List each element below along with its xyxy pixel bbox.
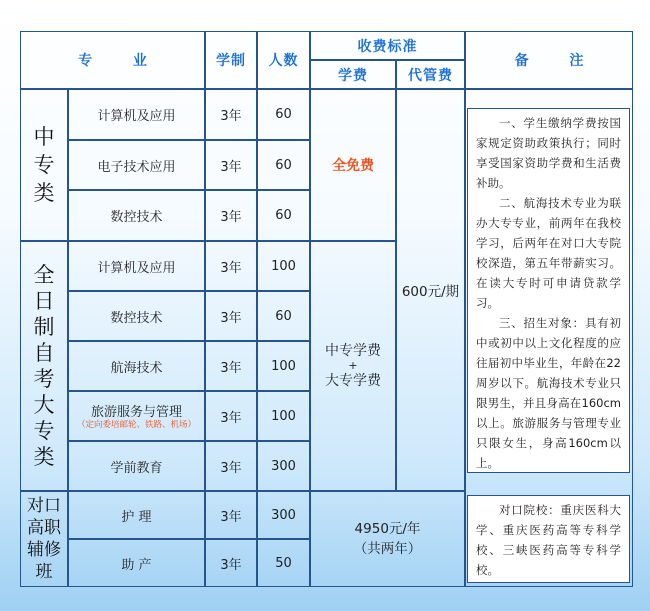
row-years: 3年 (205, 241, 257, 291)
row-years: 3年 (205, 491, 257, 539)
row-years: 3年 (205, 89, 257, 140)
row-major (68, 391, 205, 441)
row-major: 电子技术应用 (68, 140, 205, 190)
row-count: 50 (257, 539, 310, 587)
row-major: 数控技术 (68, 291, 205, 341)
row-years: 3年 (205, 190, 257, 241)
tuition-combined (310, 241, 396, 491)
tuition-vocational (310, 491, 465, 587)
header-fee-standard: 收费标准 (310, 31, 465, 60)
row-major: 数控技术 (68, 190, 205, 241)
row-years: 3年 (205, 441, 257, 491)
tuition-plus: + (348, 359, 358, 372)
row-major: 航海技术 (68, 341, 205, 391)
row-count: 60 (257, 140, 310, 190)
tuition-vocational-line-2: （共两年） (353, 541, 422, 557)
remarks-main (467, 108, 630, 473)
remarks-paragraph-3: 三、招生对象：具有初中或初中以上文化程度的应往届初中毕业生，年龄在22周岁以下。航海技术专业只限男生，并且身高在160cm以上。旅游服务与管理专业只限女生，身高160cm以上。 (476, 316, 621, 470)
row-count: 100 (257, 341, 310, 391)
remarks-paragraph-2: 二、航海技术专业为联办大专专业，前两年在我校学习，后两年在对口大专院校深造，第五年带薪实习。在读大专时可申请贷款学习。 (476, 196, 621, 310)
row-years: 3年 (205, 140, 257, 190)
row-count: 300 (257, 441, 310, 491)
row-count: 100 (257, 391, 310, 441)
tuition-vocational-line-1: 4950元/年 (354, 521, 421, 537)
row-count: 100 (257, 241, 310, 291)
tuition-line-2: 大专学费 (325, 373, 381, 389)
group-title-self-study: 全 日 制 自 考 大 专 类 (20, 241, 68, 491)
row-major: 计算机及应用 (68, 89, 205, 140)
header-custody-fee: 代管费 (396, 60, 465, 89)
row-years: 3年 (205, 341, 257, 391)
tuition-free: 全免费 (310, 89, 396, 241)
row-count: 60 (257, 291, 310, 341)
row-years: 3年 (205, 291, 257, 341)
header-major: 专 业 (20, 31, 205, 89)
header-years: 学制 (205, 31, 257, 89)
group-title-secondary: 中 专 类 (20, 89, 68, 241)
header-remarks: 备 注 (465, 31, 633, 89)
remarks-partners (467, 495, 630, 583)
custody-fee-value: 600元/期 (396, 89, 465, 491)
row-count: 60 (257, 190, 310, 241)
remarks-paragraph-1: 一、学生缴纳学费按国家规定资助政策执行；同时享受国家资助学费和生活费补助。 (476, 116, 621, 190)
remarks-paragraph-4: 对口院校：重庆医科大学、重庆医药高等专科学校、三峡医药高等专科学校。 (476, 503, 621, 577)
header-count: 人数 (257, 31, 310, 89)
row-years: 3年 (205, 391, 257, 441)
row-major: 学前教育 (68, 441, 205, 491)
row-major: 护 理 (68, 491, 205, 539)
row-major-subnote: （定向委培邮轮、铁路、机场） (76, 420, 196, 430)
header-tuition: 学费 (310, 60, 396, 89)
group-title-vocational: 对口 高职 辅修 班 (20, 491, 68, 587)
row-count: 300 (257, 491, 310, 539)
row-major: 助 产 (68, 539, 205, 587)
tuition-line-1: 中专学费 (325, 343, 381, 359)
row-major-label: 旅游服务与管理 (90, 405, 182, 420)
row-years: 3年 (205, 539, 257, 587)
row-major: 计算机及应用 (68, 241, 205, 291)
row-count: 60 (257, 89, 310, 140)
